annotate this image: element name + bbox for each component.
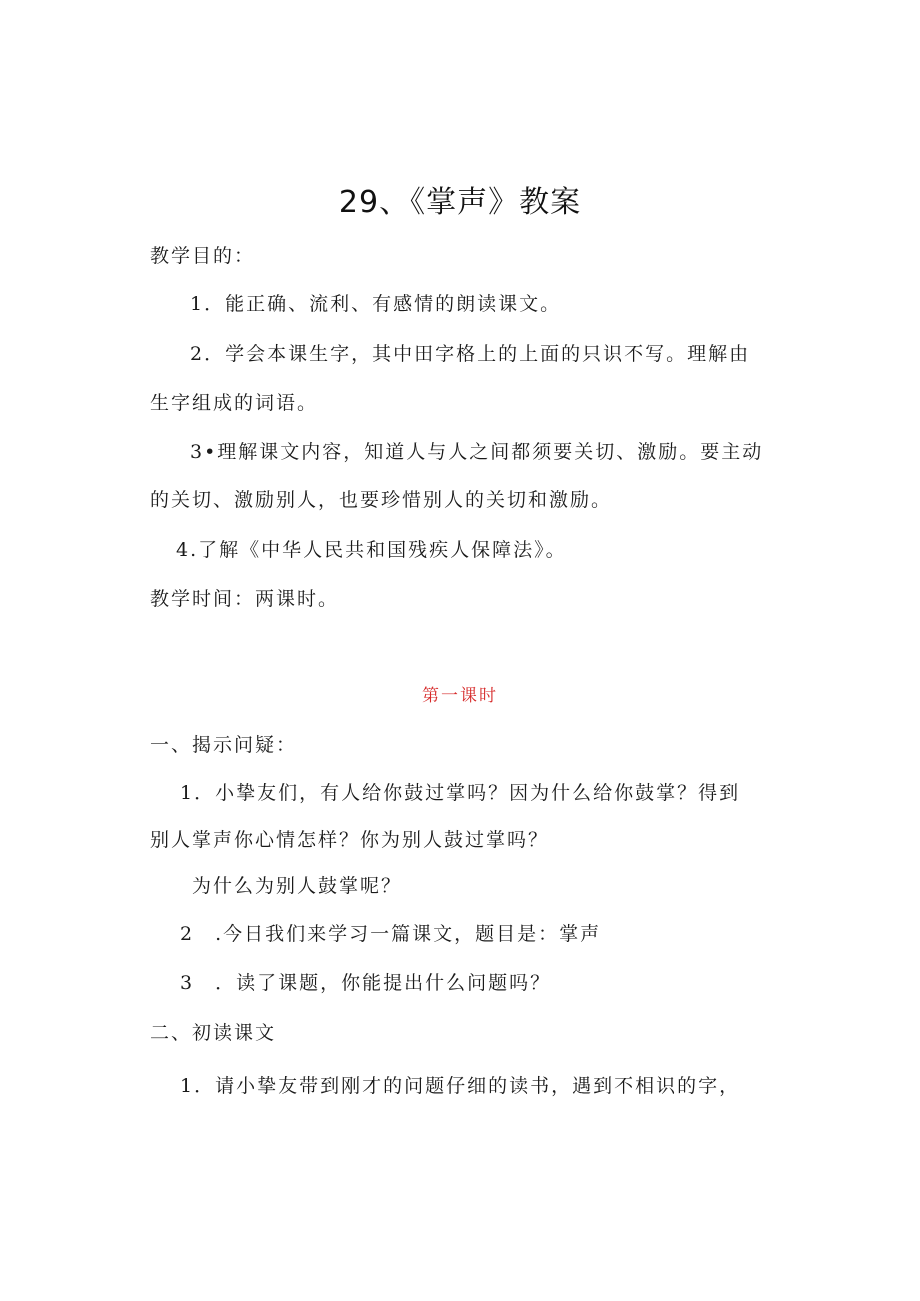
section-heading: 二、初读课文 xyxy=(150,1022,277,1044)
goal-item: 2．学会本课生字，其中田字格上的上面的只识不写。理解由 xyxy=(190,343,751,365)
section-item: 3 ．读了课题，你能提出什么问题吗？ xyxy=(180,972,552,994)
goal-item: 1．能正确、流利、有感情的朗读课文。 xyxy=(190,293,562,315)
document-title: 29、《掌声》教案 xyxy=(338,185,582,220)
section-item: 1．请小挚友带到刚才的问题仔细的读书，遇到不相识的字， xyxy=(180,1075,741,1097)
goal-item-continuation: 生字组成的词语。 xyxy=(150,392,319,414)
lesson-heading: 第一课时 xyxy=(422,686,498,706)
goal-item: 4.了解《中华人民共和国残疾人保障法》。 xyxy=(176,539,567,561)
section-heading: 一、揭示问疑： xyxy=(150,734,298,756)
section-item-continuation: 别人掌声你心情怎样？你为别人鼓过掌吗？ xyxy=(150,829,550,851)
goal-item: 3•理解课文内容，知道人与人之间都须要关切、激励。要主动 xyxy=(190,441,764,463)
time-line: 教学时间：两课时。 xyxy=(150,588,340,610)
goals-heading: 教学目的： xyxy=(150,245,256,267)
section-item: 2 .今日我们来学习一篇课文，题目是：掌声 xyxy=(180,923,602,945)
section-item: 1．小挚友们，有人给你鼓过掌吗？因为什么给你鼓掌？得到 xyxy=(180,782,741,804)
section-item: 为什么为别人鼓掌呢？ xyxy=(192,875,403,897)
goal-item-continuation: 的关切、激励别人，也要珍惜别人的关切和激励。 xyxy=(150,489,613,511)
